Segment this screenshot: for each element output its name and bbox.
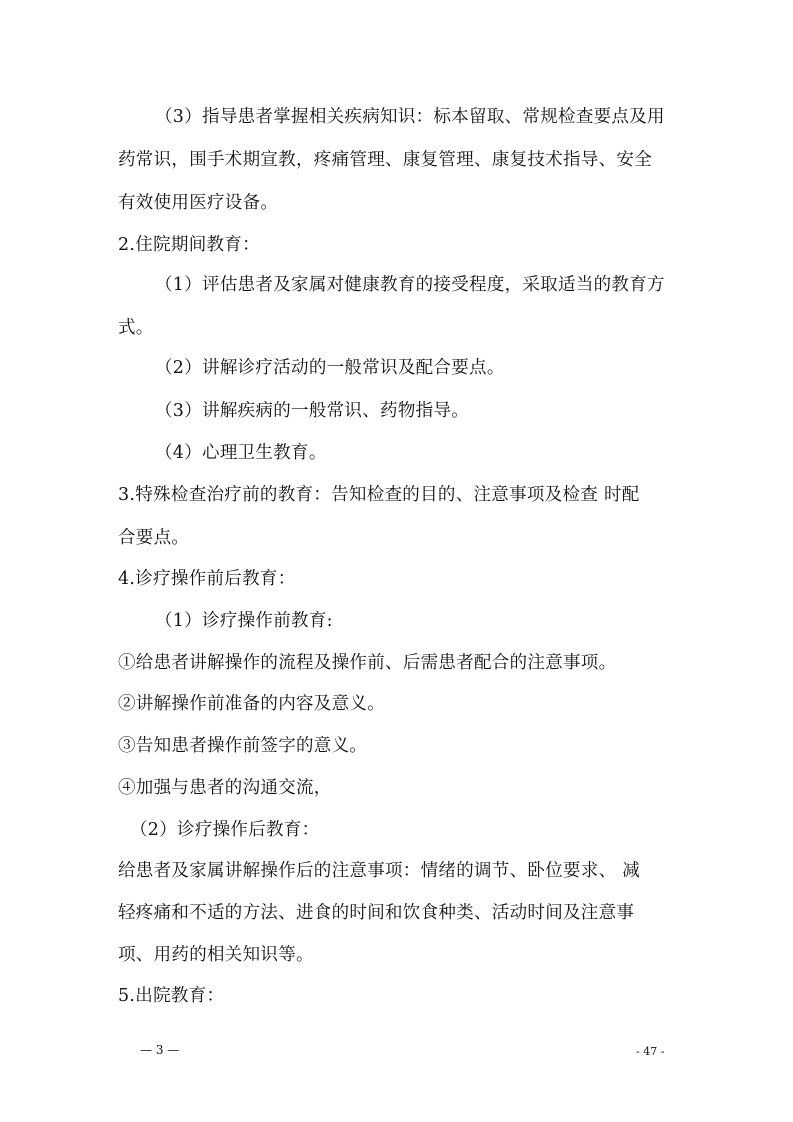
paragraph-line: （1）评估患者及家属对健康教育的接受程度，采取适当的教育方 bbox=[155, 275, 665, 295]
paragraph-line: 有效使用医疗设备。 bbox=[118, 193, 279, 213]
list-item: ③告知患者操作前签字的意义。 bbox=[118, 736, 368, 756]
paragraph-line: （2）讲解诊疗活动的一般常识及配合要点。 bbox=[155, 358, 505, 378]
paragraph-line: 项、用药的相关知识等。 bbox=[118, 945, 314, 965]
section-heading: 3.特殊检查治疗前的教育：告知检查的目的、注意事项及检查 时配 bbox=[118, 485, 640, 505]
paragraph-line: （3）讲解疾病的一般常识、药物指导。 bbox=[155, 401, 470, 421]
section-heading: 4.诊疗操作前后教育： bbox=[118, 569, 296, 589]
paragraph-line: 合要点。 bbox=[118, 528, 190, 548]
footer-page-number-left: — 3 — bbox=[140, 1043, 180, 1057]
paragraph-line: （4）心理卫生教育。 bbox=[155, 443, 327, 463]
paragraph-line: 给患者及家属讲解操作后的注意事项：情绪的调节、卧位要求、 减 bbox=[118, 861, 641, 881]
section-heading: 2.住院期间教育： bbox=[118, 235, 260, 255]
paragraph-line: （3）指导患者掌握相关疾病知识：标本留取、常规检查要点及用 bbox=[155, 107, 665, 127]
list-item: ④加强与患者的沟通交流， bbox=[118, 778, 332, 798]
paragraph-line: 药常识，围手术期宣教，疼痛管理、康复管理、康复技术指导、安全 bbox=[118, 150, 652, 170]
paragraph-line: 轻疼痛和不适的方法、进食的时间和饮食种类、活动时间及注意事 bbox=[118, 903, 635, 923]
paragraph-line: 式。 bbox=[118, 318, 154, 338]
section-heading: 5.出院教育： bbox=[118, 986, 225, 1006]
footer-page-number-right: - 47 - bbox=[636, 1045, 665, 1058]
paragraph-line: （1）诊疗操作前教育: bbox=[155, 611, 333, 631]
list-item: ①给患者讲解操作的流程及操作前、后需患者配合的注意事项。 bbox=[118, 653, 617, 673]
paragraph-line: （2）诊疗操作后教育： bbox=[130, 820, 320, 840]
list-item: ②讲解操作前准备的内容及意义。 bbox=[118, 694, 385, 714]
